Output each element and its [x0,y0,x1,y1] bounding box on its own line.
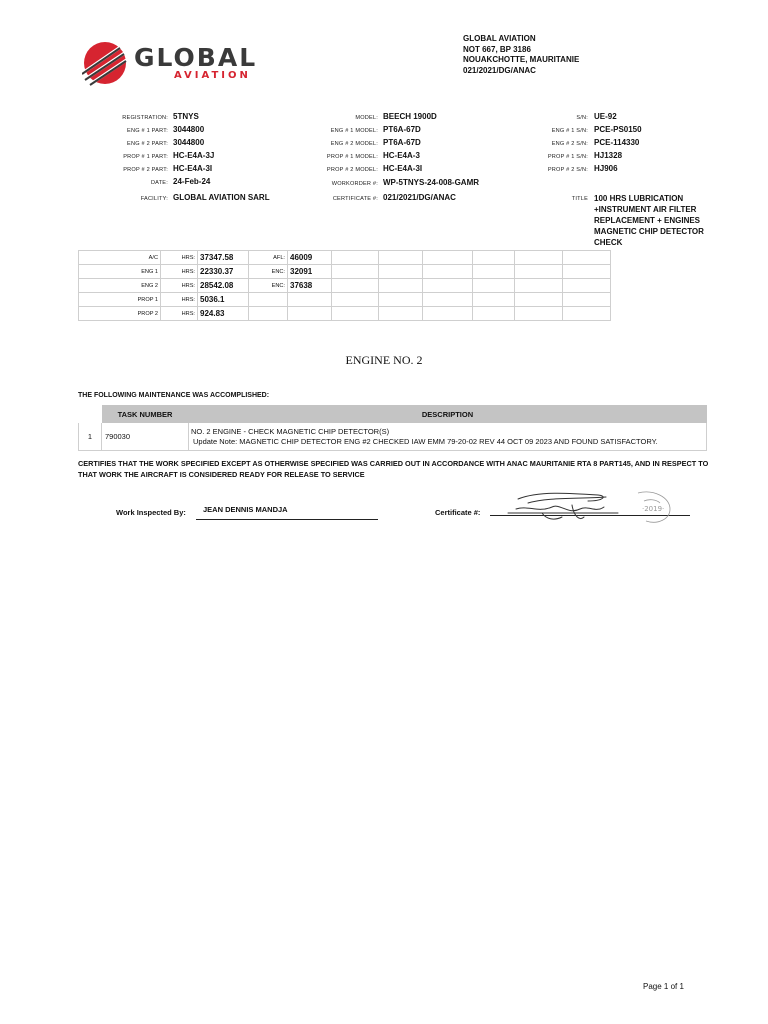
workorder-label: WORKORDER #: [331,181,378,187]
empty-cell [563,293,611,307]
eng1-sn-value: PCE-PS0150 [594,125,642,134]
eng2-model-label: ENG # 2 MODEL: [330,141,378,147]
hrs-value: 5036.1 [198,293,249,307]
certification-statement: CERTIFIES THAT THE WORK SPECIFIED EXCEPT AS OTHERWISE SPECIFIED WAS CARRIED OUT IN ACCORDANCE WITH ANAC MAURITANIE RTA 8 PART145, AND IN RESPECT TO THAT WORK THE AIRCRAFT IS CONSIDERED READY FOR RELEASE TO SERVICE [78,459,709,479]
eng2-part-value: 3044800 [173,138,205,147]
task-description-title: NO. 2 ENGINE - CHECK MAGNETIC CHIP DETECTOR(S) [191,426,390,436]
logo-word: GLOBAL [134,43,258,72]
cycles-value [288,293,332,307]
hours-row-prop2 [79,307,611,321]
registration-label: REGISTRATION: [122,115,168,121]
cycles-label [249,307,288,321]
row-name: PROP 1 [79,293,161,307]
empty-cell [563,279,611,293]
table-row [79,423,707,451]
task-number-header: TASK NUMBER [102,406,189,423]
facility-label: FACILITY: [140,196,168,202]
title-value [594,193,704,248]
title-line: MAGNETIC CHIP DETECTOR [594,227,704,236]
hrs-label: HRS: [161,265,198,279]
empty-cell [423,293,473,307]
cycles-label: AFL: [249,251,288,265]
prop2-sn-label: PROP # 2 S/N: [547,167,588,173]
empty-cell [515,307,563,321]
eng1-part-value: 3044800 [173,125,205,134]
row-name: ENG 1 [79,265,161,279]
task-number: 790030 [102,423,189,451]
empty-cell [473,265,515,279]
model-value: BEECH 1900D [383,112,437,121]
date-value: 24-Feb-24 [173,177,211,186]
prop2-part-label: PROP # 2 PART: [123,167,168,173]
empty-cell [332,265,379,279]
engine-title: ENGINE NO. 2 [345,353,423,367]
prop1-part-label: PROP # 1 PART: [123,154,168,160]
empty-cell [473,307,515,321]
empty-cell [379,293,423,307]
hrs-value: 22330.37 [198,265,249,279]
empty-cell [332,307,379,321]
eng1-part-label: ENG # 1 PART: [127,128,168,134]
title-line: +INSTRUMENT AIR FILTER [594,205,697,214]
empty-cell [423,279,473,293]
hrs-value: 28542.08 [198,279,249,293]
prop1-part-value: HC-E4A-3J [173,151,215,160]
empty-cell [332,293,379,307]
page-number: Page 1 of 1 [643,982,684,991]
task-index: 1 [79,423,102,451]
hrs-label: HRS: [161,293,198,307]
hrs-label: HRS: [161,307,198,321]
cycles-label: ENC: [249,265,288,279]
cycles-value [288,307,332,321]
cycles-label [249,293,288,307]
eng1-sn-label: ENG # 1 S/N: [551,128,588,134]
inspector-underline [196,519,378,520]
hrs-value: 37347.58 [198,251,249,265]
eng2-sn-label: ENG # 2 S/N: [551,141,588,147]
description-header: DESCRIPTION [189,406,707,423]
workorder-value: WP-5TNYS-24-008-GAMR [383,178,480,187]
empty-cell [423,265,473,279]
maintenance-heading: THE FOLLOWING MAINTENANCE WAS ACCOMPLISHED: [78,392,270,399]
empty-cell [332,251,379,265]
empty-cell [379,307,423,321]
task-update-note: Update Note: MAGNETIC CHIP DETECTOR ENG #2 CHECKED IAW EMM 79-20-02 REV 44 OCT 09 2023 AND FOUND SATISFACTORY. [193,436,658,446]
empty-cell [473,251,515,265]
eng1-model-label: ENG # 1 MODEL: [330,128,378,134]
hours-row-prop1 [79,293,611,307]
hours-row-eng1 [79,265,611,279]
prop2-model-label: PROP # 2 MODEL: [326,167,378,173]
hours-row-ac [79,251,611,265]
prop2-part-value: HC-E4A-3I [173,164,213,173]
empty-cell [563,265,611,279]
empty-cell [473,293,515,307]
empty-cell [515,293,563,307]
logo-mark-icon [82,40,132,86]
eng2-model-value: PT6A-67D [383,138,421,147]
hours-table [78,250,611,321]
empty-cell [515,251,563,265]
prop1-sn-value: HJ1328 [594,151,623,160]
company-city: NOUAKCHOTTE, MAURITANIE [463,55,580,64]
index-header [79,406,102,423]
empty-cell [379,265,423,279]
row-name: PROP 2 [79,307,161,321]
prop2-model-value: HC-E4A-3I [383,164,423,173]
empty-cell [473,279,515,293]
sn-value: UE-92 [594,112,617,121]
row-name: A/C [79,251,161,265]
prop1-model-label: PROP # 1 MODEL: [326,154,378,160]
company-address [463,34,579,76]
title-line: 100 HRS LUBRICATION [594,194,684,203]
empty-cell [515,265,563,279]
logo-subtitle: AVIATION [174,70,251,81]
company-cert: 021/2021/DG/ANAC [463,65,536,75]
hrs-label: HRS: [161,279,198,293]
task-table [78,405,707,451]
work-inspected-by-label: Work Inspected By: [116,508,186,517]
company-name: GLOBAL AVIATION [463,34,536,43]
cycles-value: 46009 [288,251,332,265]
eng2-part-label: ENG # 2 PART: [127,141,168,147]
hrs-value: 924.83 [198,307,249,321]
title-line: REPLACEMENT + ENGINES [594,216,701,225]
task-description [189,423,707,451]
title-label: TITLE [571,196,588,202]
facility-value: GLOBAL AVIATION SARL [173,193,270,202]
task-table-header [79,406,707,423]
eng2-sn-value: PCE-114330 [594,138,640,147]
prop1-model-value: HC-E4A-3 [383,151,420,160]
certificate-value: 021/2021/DG/ANAC [383,193,456,202]
registration-value: 5TNYS [173,112,199,121]
prop2-sn-value: HJ906 [594,164,618,173]
company-address-line: NOT 667, BP 3186 [463,44,531,54]
signature-icon [488,487,678,527]
row-name: ENG 2 [79,279,161,293]
company-logo [82,40,262,86]
title-line: CHECK [594,238,623,247]
svg-text:·2019·: ·2019· [642,505,665,513]
empty-cell [332,279,379,293]
model-label: MODEL: [355,115,378,121]
cycles-value: 37638 [288,279,332,293]
empty-cell [423,251,473,265]
empty-cell [423,307,473,321]
date-label: DATE: [150,180,168,186]
work-inspected-by-value: JEAN DENNIS MANDJA [203,505,288,514]
hrs-label: HRS: [161,251,198,265]
empty-cell [515,279,563,293]
empty-cell [379,279,423,293]
sn-label: S/N: [576,115,588,121]
cycles-value: 32091 [288,265,332,279]
certificate-label: CERTIFICATE #: [332,196,378,202]
empty-cell [563,251,611,265]
empty-cell [379,251,423,265]
prop1-sn-label: PROP # 1 S/N: [547,154,588,160]
hours-row-eng2 [79,279,611,293]
empty-cell [563,307,611,321]
eng1-model-value: PT6A-67D [383,125,421,134]
cycles-label: ENC: [249,279,288,293]
certificate-field-label: Certificate #: [435,508,481,517]
